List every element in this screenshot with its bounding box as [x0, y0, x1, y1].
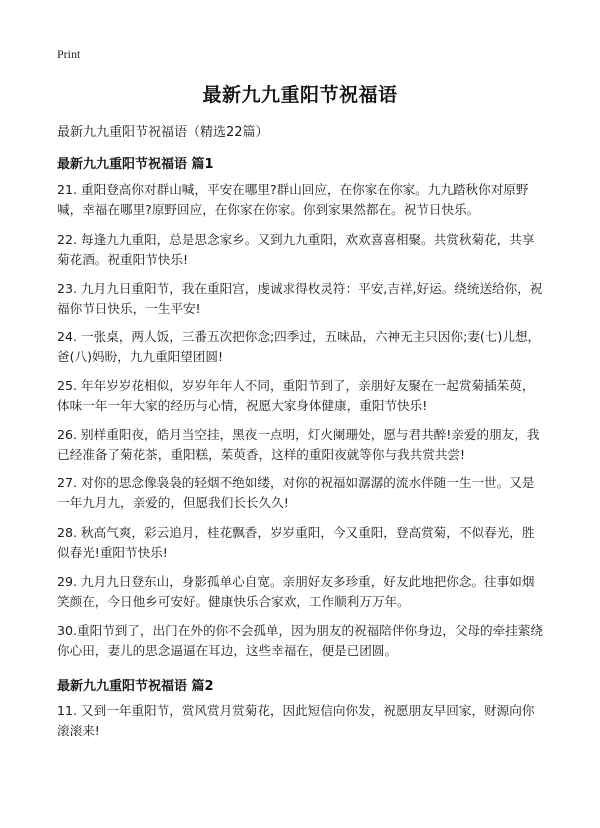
greeting-paragraph: 11. 又到一年重阳节，赏风赏月赏菊花，因此短信向你发，祝愿朋友早回家，财源向你滚滚来! [57, 703, 535, 738]
greeting-paragraph: 27. 对你的思念像袅袅的轻烟不绝如缕，对你的祝福如潺潺的流水伴随一生一世。又是一年九月九，亲爱的，但愿我们长长久久! [57, 475, 535, 510]
greeting-paragraph: 28. 秋高气爽，彩云追月，桂花飘香，岁岁重阳，今又重阳，登高赏菊，不似春光，胜似春光!重阳节快乐! [57, 525, 535, 560]
greeting-paragraph: 21. 重阳登高你对群山喊，平安在哪里?群山回应，在你家在你家。九九踏秋你对原野喊，幸福在哪里?原野回应，在你家在你家。你到家果然都在。祝节日快乐。 [57, 182, 529, 217]
greeting-paragraph: 24. 一张桌，两人饭，三番五次把你念;四季过，五味品，六神无主只因你;妻(七)儿想，爸(八)妈盼，九九重阳望团圆! [57, 329, 541, 364]
print-link[interactable]: Print [57, 47, 81, 61]
section-heading: 最新九九重阳节祝福语 篇2 [57, 679, 214, 694]
greeting-paragraph: 23. 九月九日重阳节，我在重阳宫，虔诚求得枚灵符：平安,吉祥,好运。绕统送给你，祝福你节日快乐，一生平安! [57, 281, 543, 316]
page-title: 最新九九重阳节祝福语 [202, 84, 398, 106]
greeting-paragraph: 30.重阳节到了，出门在外的你不会孤单，因为朋友的祝福陪伴你身边，父母的牵挂萦绕你心田，妻儿的思念逼逼在耳边，这些幸福在，便是已团圆。 [57, 623, 543, 658]
greeting-paragraph: 26. 别样重阳夜，皓月当空挂，黑夜一点明，灯火阑珊处，愿与君共醉!亲爱的朋友，我已经准备了菊花茶，重阳糕，茱萸香，这样的重阳夜就等你与我共赏共尝! [57, 427, 540, 462]
document-subtitle: 最新九九重阳节祝福语（精选22篇） [57, 125, 269, 140]
section-heading: 最新九九重阳节祝福语 篇1 [57, 157, 214, 172]
greeting-paragraph: 25. 年年岁岁花相似，岁岁年年人不同，重阳节到了，亲朋好友聚在一起赏菊插茱萸，体味一年一年大家的经历与心情，祝愿大家身体健康，重阳节快乐! [57, 378, 535, 413]
greeting-paragraph: 29. 九月九日登东山，身影孤单心自宽。亲朋好友多珍重，好友此地把你念。往事如烟笑颜在，今日他乡可安好。健康快乐合家欢，工作顺利万万年。 [57, 574, 535, 609]
greeting-paragraph: 22. 每逢九九重阳，总是思念家乡。又到九九重阳，欢欢喜喜相聚。共赏秋菊花，共享菊花酒。祝重阳节快乐! [57, 232, 535, 267]
